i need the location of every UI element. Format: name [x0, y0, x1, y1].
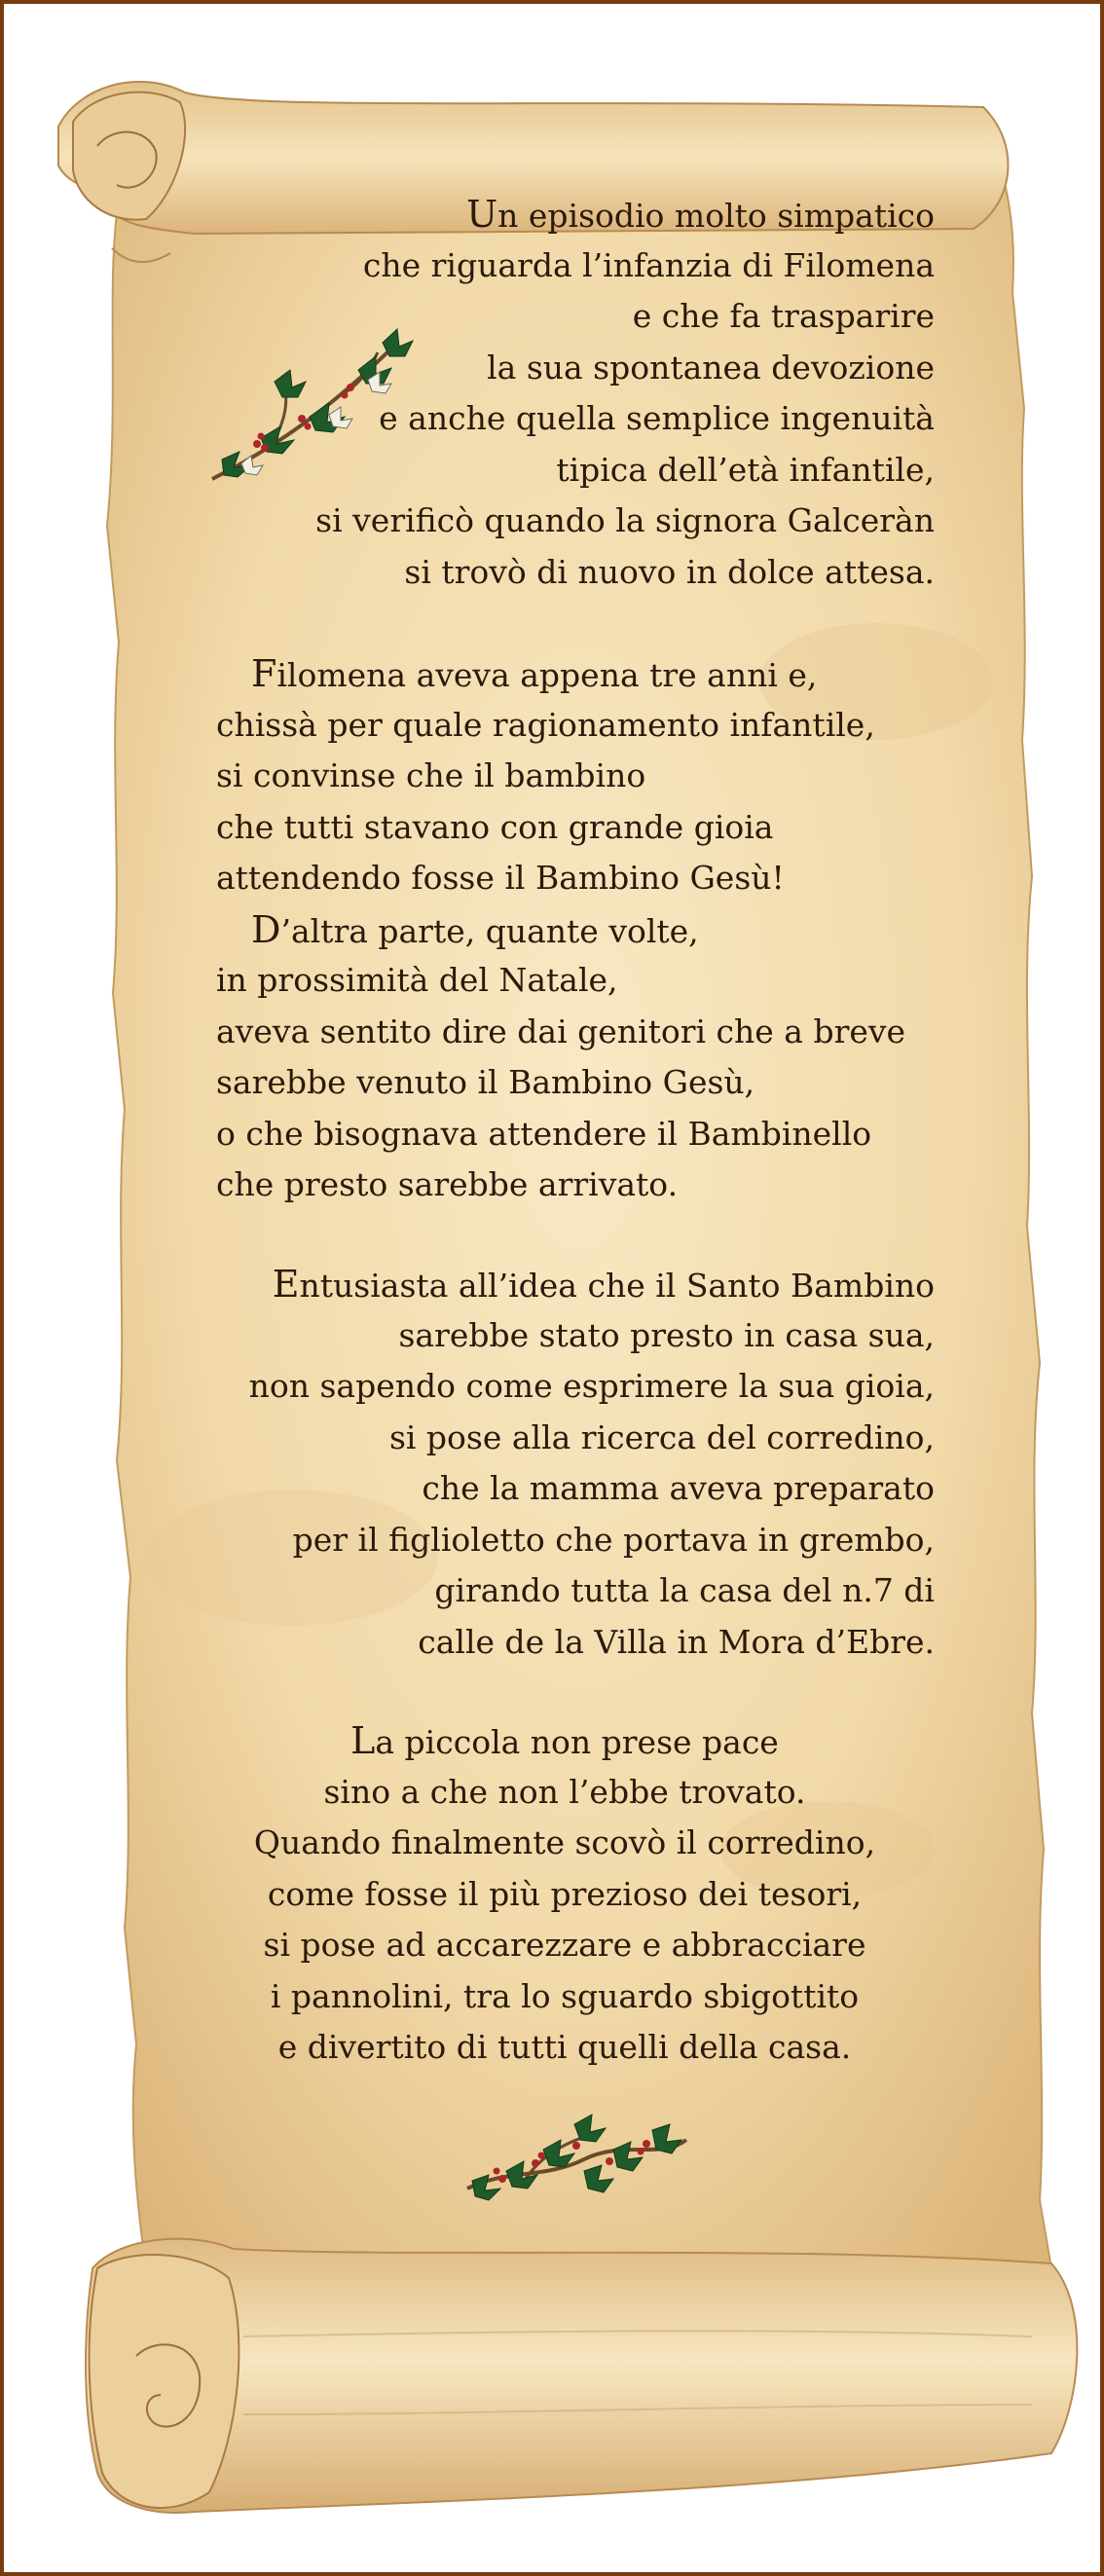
text-line: che riguarda l’infanzia di Filomena — [362, 245, 935, 284]
text-line: chissà per quale ragionamento infantile, — [216, 705, 875, 744]
text-line: come fosse il più prezioso dei tesori, — [267, 1874, 863, 1913]
text-line: si pose alla ricerca del corredino, — [388, 1417, 935, 1456]
text-line: si trovò di nuovo in dolce attesa. — [404, 552, 935, 591]
text-line: e divertito di tutti quelli della casa. — [277, 2028, 852, 2066]
text-line: Un episodio molto simpatico — [466, 193, 935, 236]
text-line: la sua spontanea devozione — [487, 348, 935, 386]
text-line: calle de la Villa in Mora d’Ebre. — [418, 1622, 935, 1661]
text-line: si convinse che il bambino — [216, 756, 646, 794]
paragraph-3 — [195, 1259, 935, 1668]
text-line: Quando finalmente scovò il corredino, — [253, 1823, 876, 1861]
text-line: che la mamma aveva preparato — [422, 1469, 935, 1507]
text-line: i pannolini, tra lo sguardo sbigottito — [270, 1976, 860, 2015]
paragraph-4 — [224, 1715, 905, 2074]
text-line: in prossimità del Natale, — [216, 961, 618, 999]
paragraph-1 — [195, 189, 935, 598]
text-line: tipica dell’età infantile, — [556, 450, 935, 489]
text-line: aveva sentito dire dai genitori che a breve — [216, 1012, 906, 1050]
text-line: non sapendo come esprimere la sua gioia, — [248, 1367, 935, 1405]
text-line: per il figlioletto che portava in grembo, — [292, 1520, 935, 1559]
scroll-bottom-curl — [90, 2255, 239, 2508]
text-line: sino a che non l’ebbe trovato. — [323, 1772, 806, 1811]
text-line: sarebbe stato presto in casa sua, — [398, 1315, 935, 1354]
text-line: si verificò quando la signora Galceràn — [315, 501, 935, 539]
text-line: si pose ad accarezzare e abbracciare — [263, 1926, 866, 1964]
text-line: che presto sarebbe arrivato. — [216, 1165, 679, 1203]
text-line: e che fa trasparire — [632, 297, 935, 335]
text-line: Filomena aveva appena tre anni e, — [251, 652, 818, 695]
text-line: e anche quella semplice ingenuità — [379, 399, 935, 437]
text-line: che tutti stavano con grande gioia — [216, 807, 774, 846]
text-line: girando tutta la casa del n.7 di — [434, 1571, 935, 1609]
text-line: o che bisognava attendere il Bambinello — [216, 1114, 872, 1153]
text-line: attendendo fosse il Bambino Gesù! — [216, 859, 785, 897]
text-line: D’altra parte, quante volte, — [251, 907, 699, 951]
text-line: La piccola non prese pace — [350, 1719, 779, 1762]
text-line: Entusiasta all’idea che il Santo Bambino — [272, 1263, 935, 1306]
paragraph-2 — [216, 648, 956, 1211]
text-line: sarebbe venuto il Bambino Gesù, — [216, 1063, 755, 1101]
